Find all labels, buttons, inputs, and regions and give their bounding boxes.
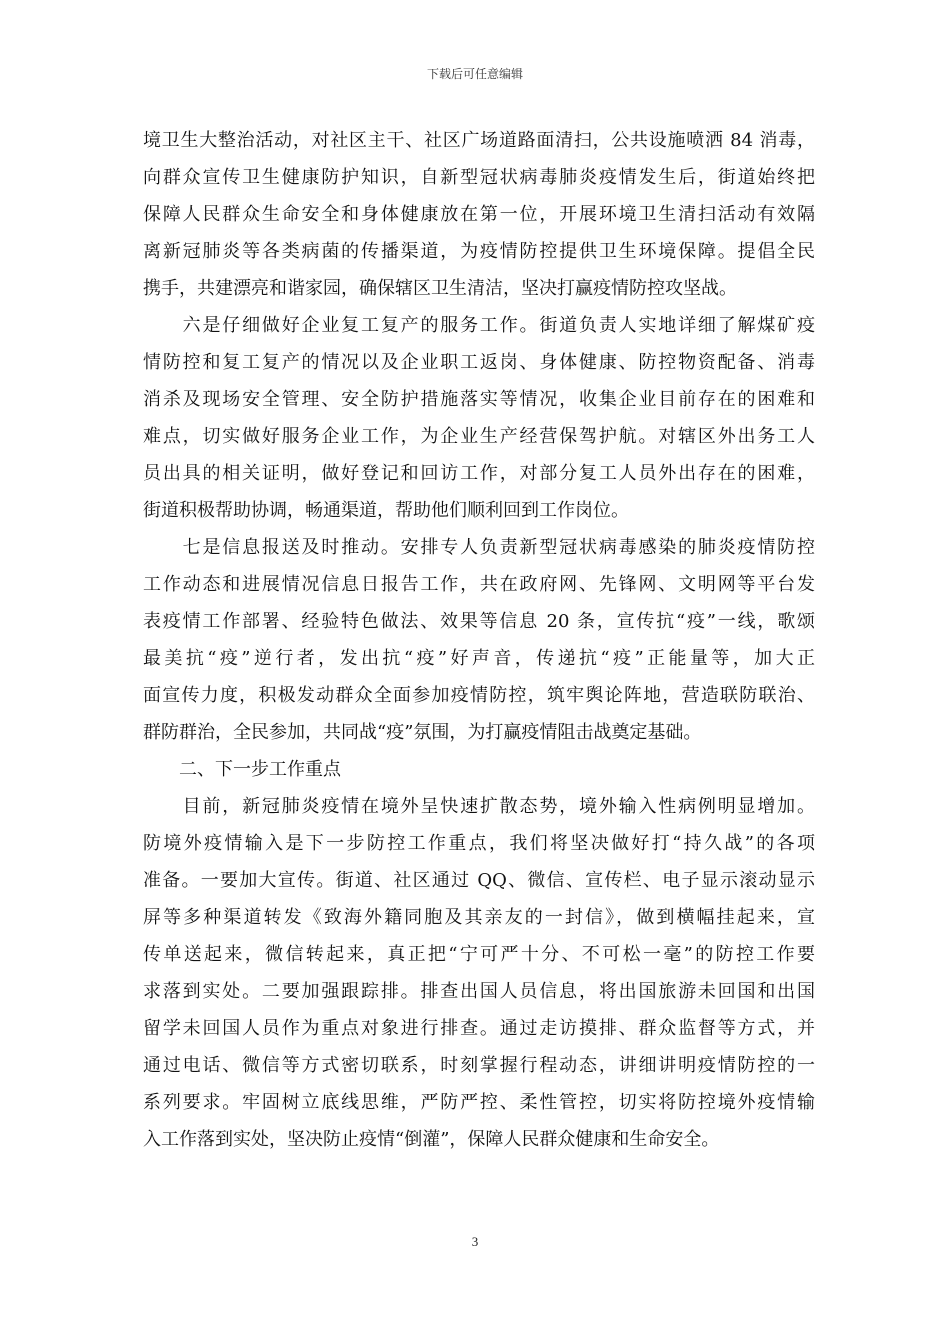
text-line: 向群众宣传卫生健康防护知识，自新型冠状病毒肺炎疫情发生后，街道始终把 [143,167,815,188]
text-line: 员出具的相关证明，做好登记和回访工作，对部分复工人员外出存在的困难， [143,463,815,484]
text-line: 留学未回国人员作为重点对象进行排查。通过走访摸排、群众监督等方式，并 [143,1018,815,1039]
text-line: 传单送起来，微信转起来，真正把“宁可严十分、不可松一毫”的防控工作要 [143,944,815,965]
text-line: 系列要求。牢固树立底线思维，严防严控、柔性管控，切实将防控境外疫情输 [143,1092,815,1113]
text-line: 携手，共建漂亮和谐家园，确保辖区卫生清洁，坚决打赢疫情防控攻坚战。 [143,278,737,299]
text-line: 境卫生大整治活动，对社区主干、社区广场道路面清扫，公共设施喷洒 84 消毒， [143,130,815,151]
text-line: 六是仔细做好企业复工复产的服务工作。街道负责人实地详细了解煤矿疫 [143,315,815,336]
text-line: 最美抗“疫”逆行者，发出抗“疫”好声音，传递抗“疫”正能量等，加大正 [143,648,815,669]
body-text [143,122,815,1158]
text-line: 工作动态和进展情况信息日报告工作，共在政府网、先锋网、文明网等平台发 [143,574,815,595]
text-line: 七是信息报送及时推动。安排专人负责新型冠状病毒感染的肺炎疫情防控 [143,537,815,558]
text-line: 通过电话、微信等方式密切联系，时刻掌握行程动态，讲细讲明疫情防控的一 [143,1055,815,1076]
text-line: 求落到实处。二要加强跟踪排。排查出国人员信息，将出国旅游未回国和出国 [143,981,815,1002]
text-line: 防境外疫情输入是下一步防控工作重点，我们将坚决做好打“持久战”的各项 [143,833,815,854]
text-line: 入工作落到实处，坚决防止疫情“倒灌”，保障人民群众健康和生命安全。 [143,1129,720,1150]
text-line: 屏等多种渠道转发《致海外籍同胞及其亲友的一封信》，做到横幅挂起来，宣 [143,907,815,928]
text-line: 群防群治，全民参加，共同战“疫”氛围，为打赢疫情阻击战奠定基础。 [143,722,702,743]
text-line: 离新冠肺炎等各类病菌的传播渠道，为疫情防控提供卫生环境保障。提倡全民 [143,241,815,262]
text-line: 目前，新冠肺炎疫情在境外呈快速扩散态势，境外输入性病例明显增加。 [143,796,815,817]
text-line: 难点，切实做好服务企业工作，为企业生产经营保驾护航。对辖区外出务工人 [143,426,815,447]
text-line: 消杀及现场安全管理、安全防护措施落实等情况，收集企业目前存在的困难和 [143,389,815,410]
text-line: 准备。一要加大宣传。街道、社区通过 QQ、微信、宣传栏、电子显示滚动显示 [143,870,815,891]
text-line: 街道积极帮助协调，畅通渠道，帮助他们顺利回到工作岗位。 [143,500,629,521]
page-number: 3 [471,1234,479,1249]
text-line: 面宣传力度，积极发动群众全面参加疫情防控，筑牢舆论阵地，营造联防联治、 [143,685,815,706]
page-header: 下载后可任意编辑 [426,67,523,81]
text-line: 二、下一步工作重点 [143,759,341,780]
text-line: 情防控和复工复产的情况以及企业职工返岗、身体健康、防控物资配备、消毒 [143,352,815,373]
text-line: 保障人民群众生命安全和身体健康放在第一位，开展环境卫生清扫活动有效隔 [143,204,815,225]
text-line: 表疫情工作部署、经验特色做法、效果等信息 20 条，宣传抗“疫”一线，歌颂 [143,611,815,632]
